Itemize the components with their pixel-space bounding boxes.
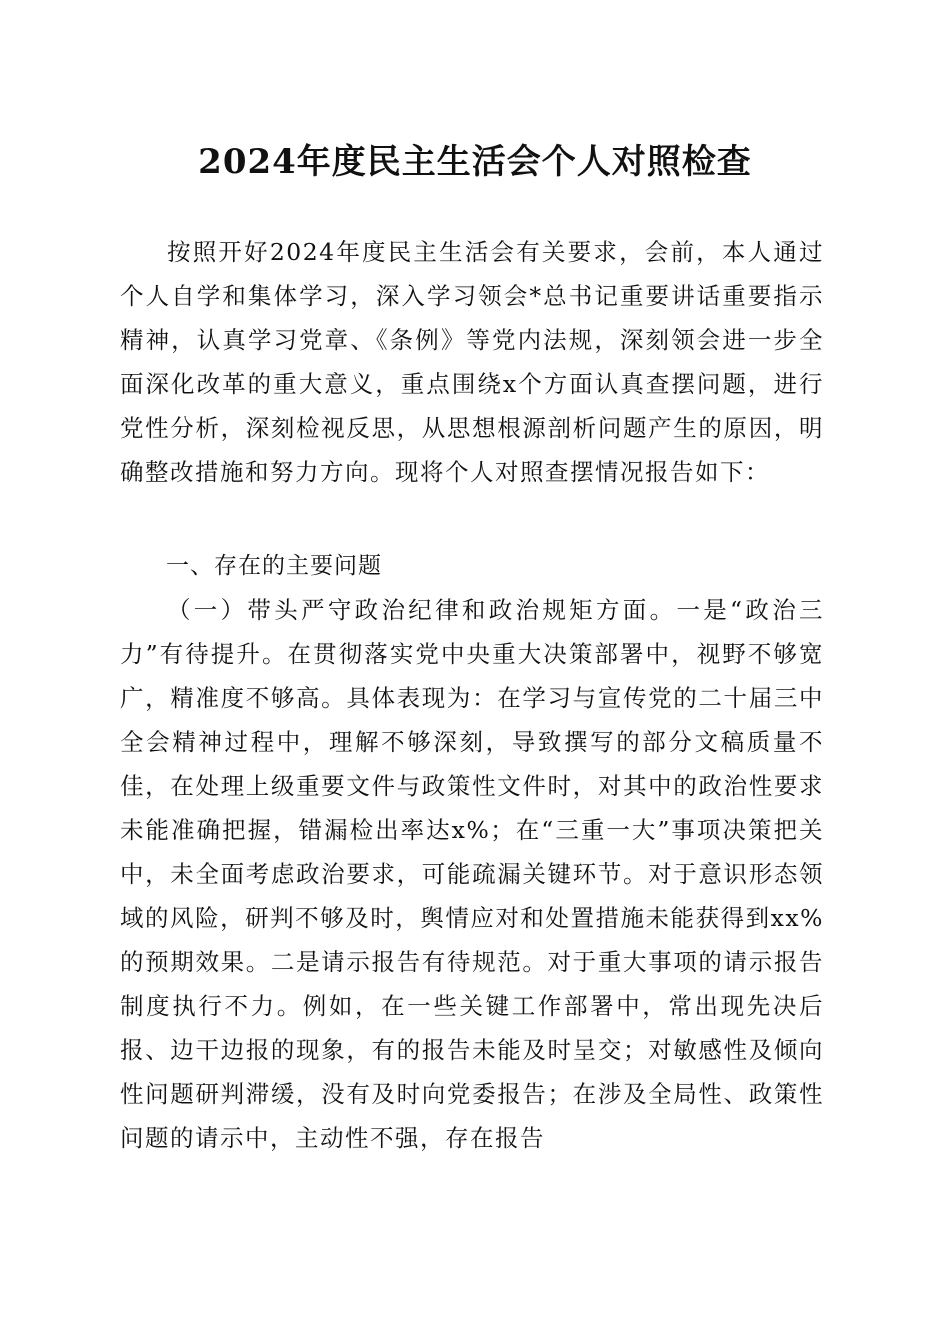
section-heading: 一、存在的主要问题 xyxy=(166,553,382,579)
intro-paragraph: 按照开好2024年度民主生活会有关要求，会前，本人通过个人自学和集体学习，深入学习领会*总书记重要讲话重要指示精神，认真学习党章、《条例》等党内法规，深刻领会进一步全面深化改革的重大意义，重点围绕x个方面认真查摆问题，进行党性分析，深刻检视反思，从思想根源剖析问题产生的原因，明确整改措施和努力方向。现将个人对照查摆情况报告如下： xyxy=(120,238,824,486)
sub-heading: （一）带头严守政治纪律和政治规矩方面。 xyxy=(167,596,677,624)
document-title: 2024年度民主生活会个人对照检查 xyxy=(198,142,752,182)
section-paragraph xyxy=(120,588,824,1160)
section-paragraph-text: 一是“政治三力”有待提升。在贯彻落实党中央重大决策部署中，视野不够宽广，精准度不够高。具体表现为：在学习与宣传党的二十届三中全会精神过程中，理解不够深刻，导致撰写的部分文稿质量不佳，在处理上级重要文件与政策性文件时，对其中的政治性要求未能准确把握，错漏检出率达x%；在“三重一大”事项决策把关中，未全面考虑政治要求，可能疏漏关键环节。对于意识形态领域的风险，研判不够及时，舆情应对和处置措施未能获得到xx%的预期效果。二是请示报告有待规范。对于重大事项的请示报告制度执行不力。例如，在一些关键工作部署中，常出现先决后报、边干边报的现象，有的报告未能及时呈交；对敏感性及倾向性问题研判滞缓，没有及时向党委报告；在涉及全局性、政策性问题的请示中，主动性不强，存在报告 xyxy=(120,596,825,1152)
